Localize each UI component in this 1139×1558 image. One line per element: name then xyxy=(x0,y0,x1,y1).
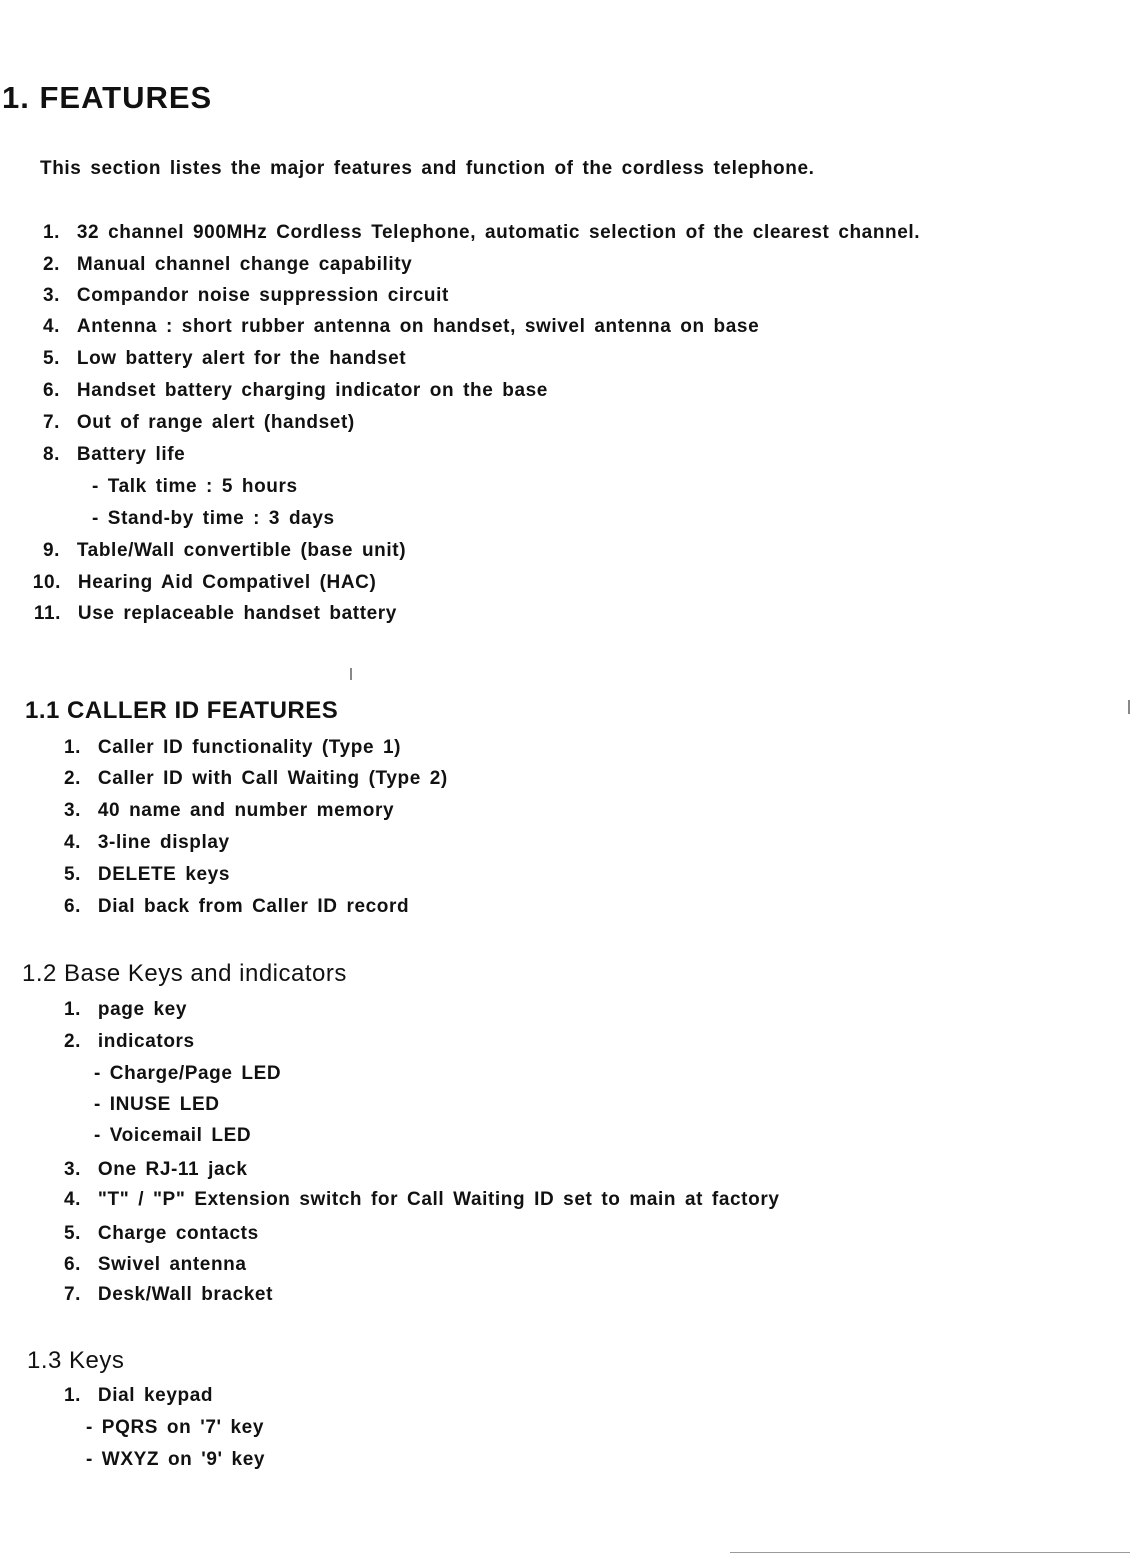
feature-item xyxy=(0,603,397,625)
list-item xyxy=(0,896,409,918)
feature-item xyxy=(0,540,406,562)
item-text: 40 name and number memory xyxy=(97,800,395,821)
item-number: 5. xyxy=(63,864,81,885)
item-number: 3. xyxy=(63,800,81,821)
feature-text: Out of range alert (handset) xyxy=(76,412,355,433)
list-item xyxy=(0,1254,247,1276)
feature-item xyxy=(0,444,185,466)
list-subitem: - Voicemail LED xyxy=(94,1125,252,1146)
item-text: "T" / "P" Extension switch for Call Waiting ID set to main at factory xyxy=(97,1189,780,1210)
feature-number: 3. xyxy=(42,285,60,306)
list-item xyxy=(0,1031,195,1053)
feature-text: Antenna : short rubber antenna on handset, swivel antenna on base xyxy=(76,316,760,337)
section-heading-caller-id: 1.1 CALLER ID FEATURES xyxy=(25,697,339,724)
feature-text: Handset battery charging indicator on the base xyxy=(76,380,548,401)
list-item xyxy=(0,1284,273,1306)
item-number: 1. xyxy=(63,737,81,758)
item-number: 5. xyxy=(63,1223,81,1244)
intro-text: This section listes the major features and function of the cordless telephone. xyxy=(40,158,815,179)
list-subitem: - WXYZ on '9' key xyxy=(86,1449,266,1470)
item-number: 6. xyxy=(63,896,81,917)
item-text: page key xyxy=(97,999,188,1020)
list-subitem: - INUSE LED xyxy=(94,1094,220,1115)
item-text: DELETE keys xyxy=(97,864,230,885)
item-text: indicators xyxy=(97,1031,195,1052)
feature-subitem: - Stand-by time : 3 days xyxy=(92,508,335,529)
feature-item xyxy=(0,285,449,307)
feature-number: 4. xyxy=(42,316,60,337)
feature-item xyxy=(0,380,548,402)
item-text: Dial back from Caller ID record xyxy=(97,896,410,917)
item-number: 4. xyxy=(63,832,81,853)
feature-number: 10. xyxy=(32,572,61,593)
item-text: Swivel antenna xyxy=(97,1254,247,1275)
item-text: Charge contacts xyxy=(97,1223,259,1244)
section-heading-keys: 1.3 Keys xyxy=(27,1347,125,1374)
feature-text: Manual channel change capability xyxy=(76,254,413,275)
feature-item xyxy=(0,222,920,244)
list-item xyxy=(0,1385,213,1407)
item-number: 2. xyxy=(63,768,81,789)
list-subitem: - Charge/Page LED xyxy=(94,1063,282,1084)
item-text: 3-line display xyxy=(97,832,230,853)
feature-text: Low battery alert for the handset xyxy=(76,348,407,369)
page-title: 1. FEATURES xyxy=(2,80,213,115)
feature-number: 5. xyxy=(42,348,60,369)
item-text: Dial keypad xyxy=(97,1385,214,1406)
feature-text: Use replaceable handset battery xyxy=(77,603,397,624)
list-item xyxy=(0,800,394,822)
list-item xyxy=(0,864,230,886)
item-text: Desk/Wall bracket xyxy=(97,1284,274,1305)
feature-text: Compandor noise suppression circuit xyxy=(76,285,449,306)
scan-mark xyxy=(350,668,352,680)
list-item xyxy=(0,737,401,759)
feature-item xyxy=(0,254,412,276)
feature-item xyxy=(0,572,376,594)
list-item xyxy=(0,1159,247,1181)
feature-number: 2. xyxy=(42,254,60,275)
feature-text: Table/Wall convertible (base unit) xyxy=(76,540,407,561)
feature-item xyxy=(0,348,406,370)
scan-edge-line xyxy=(730,1552,1130,1553)
item-number: 1. xyxy=(63,999,81,1020)
feature-number: 11. xyxy=(33,603,61,624)
list-item xyxy=(0,832,230,854)
list-item xyxy=(0,999,187,1021)
section-heading-base-keys: 1.2 Base Keys and indicators xyxy=(22,960,347,987)
item-number: 2. xyxy=(63,1031,81,1052)
feature-number: 1. xyxy=(42,222,60,243)
item-number: 3. xyxy=(63,1159,81,1180)
item-number: 1. xyxy=(63,1385,81,1406)
feature-text: Battery life xyxy=(76,444,186,465)
list-item xyxy=(0,768,448,790)
list-item xyxy=(0,1189,779,1211)
item-number: 6. xyxy=(63,1254,81,1275)
item-text: Caller ID functionality (Type 1) xyxy=(97,737,402,758)
feature-number: 9. xyxy=(42,540,60,561)
feature-text: Hearing Aid Compativel (HAC) xyxy=(77,572,377,593)
item-number: 4. xyxy=(63,1189,81,1210)
list-subitem: - PQRS on '7' key xyxy=(86,1417,265,1438)
item-text: One RJ-11 jack xyxy=(97,1159,248,1180)
scan-mark xyxy=(1128,700,1130,714)
feature-number: 7. xyxy=(42,412,60,433)
list-item xyxy=(0,1223,259,1245)
feature-number: 8. xyxy=(42,444,60,465)
feature-item xyxy=(0,316,759,338)
feature-text: 32 channel 900MHz Cordless Telephone, automatic selection of the clearest channel. xyxy=(76,222,921,243)
item-number: 7. xyxy=(63,1284,81,1305)
item-text: Caller ID with Call Waiting (Type 2) xyxy=(97,768,448,789)
feature-item xyxy=(0,412,355,434)
feature-subitem: - Talk time : 5 hours xyxy=(92,476,298,497)
feature-number: 6. xyxy=(42,380,60,401)
